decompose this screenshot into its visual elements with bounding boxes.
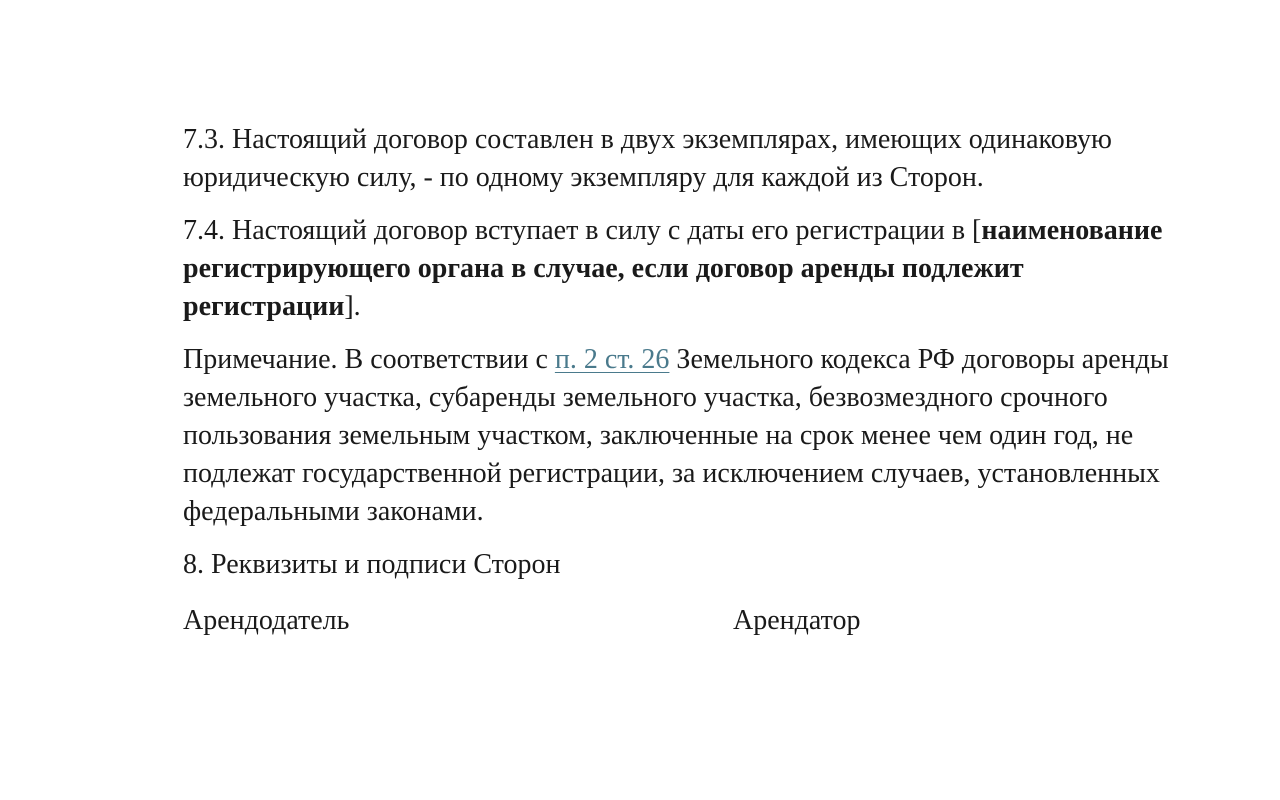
- document-content: [183, 121, 1193, 642]
- paragraph-7-3: [183, 121, 1193, 197]
- landlord-label: Арендодатель: [183, 605, 350, 636]
- note-text-end: Земельного кодекса РФ договоры аренды земельного участка, субаренды земельного участка, безвозмездного срочного пользования земельным участком, заключенные на срок менее чем один год, не подлежат государственной регистрации, за исключением случаев, установленных федеральными законами.: [183, 344, 1169, 527]
- paragraph-7-3-text: 7.3. Настоящий договор составлен в двух экземплярах, имеющих одинаковую юридическую силу, - по одному экземпляру для каждой из Сторон.: [183, 124, 1112, 193]
- parties-row: [183, 602, 1193, 642]
- section-8-heading: 8. Реквизиты и подписи Сторон: [183, 549, 561, 580]
- registration-authority-placeholder: наименование регистрирующего органа в случае, если договор аренды подлежит регистрации: [183, 215, 1163, 322]
- paragraph-7-4-end: ].: [344, 291, 361, 322]
- land-code-article-link[interactable]: п. 2 ст. 26: [554, 344, 670, 375]
- tenant-label: Арендатор: [733, 605, 861, 636]
- paragraph-7-4: [183, 212, 1193, 326]
- note-paragraph: [183, 341, 1193, 531]
- note-text-start: Примечание. В соответствии с: [183, 344, 555, 375]
- paragraph-7-4-text: 7.4. Настоящий договор вступает в силу с даты его регистрации в [: [183, 215, 982, 246]
